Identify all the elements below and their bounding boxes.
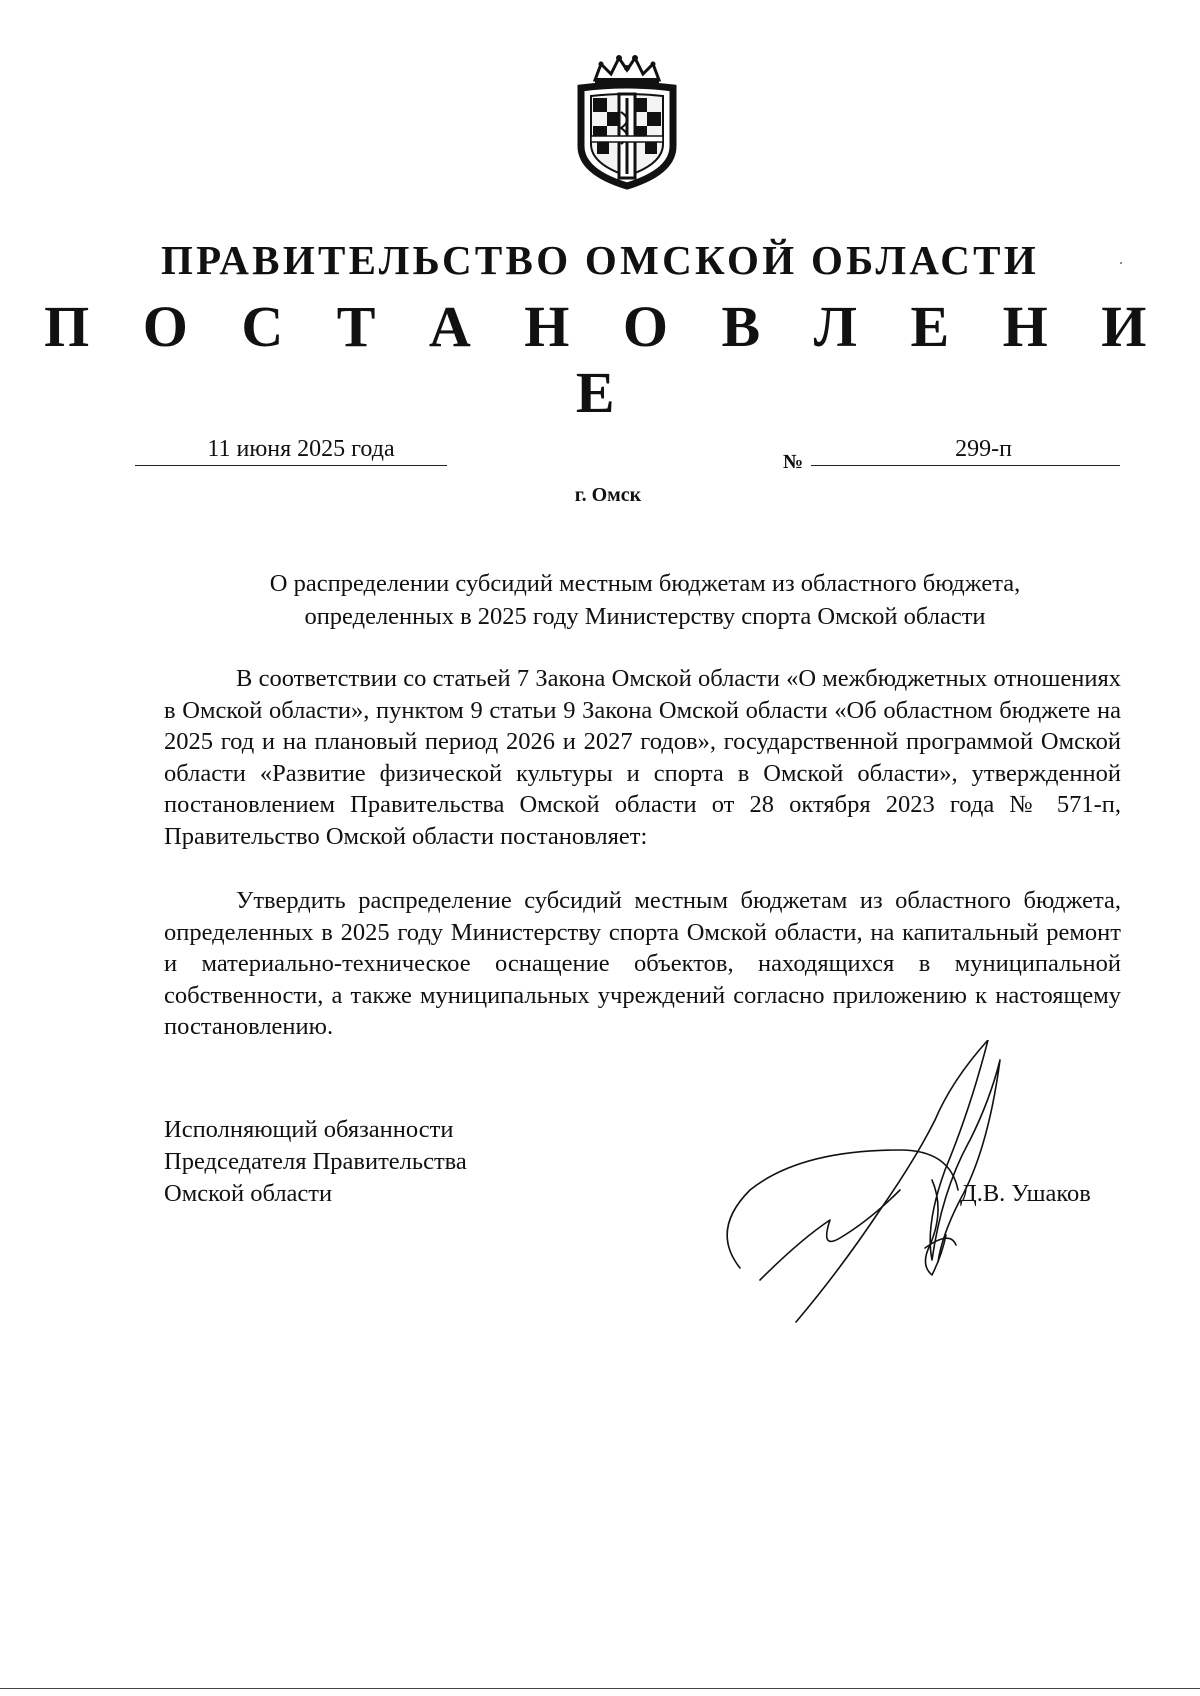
document-date: 11 июня 2025 года [135,433,447,466]
body-paragraph-1: В соответствии со статьей 7 Закона Омской области «О межбюджетных отношениях в Омской области», пунктом 9 статьи 9 Закона Омской области «Об областном бюджете на 2025 год и на плановый период 2026 и 2027 годов», государственной программой Омской области «Развитие физической культуры и спорта в Омской области», утвержденной постановлением Правительства Омской области от 28 октября 2023 года № 571-п, Правительство Омской области постановляет: [164,665,1121,850]
coat-of-arms-icon [571,50,683,190]
number-label: № [783,451,804,473]
government-title: ПРАВИТЕЛЬСТВО ОМСКОЙ ОБЛАСТИ [160,237,1040,283]
document-type-heading: П О С Т А Н О В Л Е Н И Е [44,294,1166,425]
signer-position [164,1114,467,1210]
scan-bottom-edge [0,1688,1200,1689]
subject-line-2: определенных в 2025 году Министерству спорта Омской области [304,603,986,630]
signer-position-line-3: Омской области [164,1180,333,1207]
document-number: 299-п [811,433,1120,466]
body-paragraph-2: Утвердить распределение субсидий местным бюджетам из областного бюджета, определенных в 2025 году Министерству спорта Омской области, на капитальный ремонт и материально-техническое оснащение объектов, находящихся в муниципальной собственности, а также муниципальных учреждений согласно приложению к настоящему постановлению. [164,887,1121,1041]
signer-name: Д.В. Ушаков [960,1180,1091,1207]
document-city: г. Омск [574,484,642,506]
document-subject [150,567,1140,633]
signer-position-line-1: Исполняющий обязанности [164,1116,454,1143]
signer-position-line-2: Председателя Правительства [164,1148,467,1175]
subject-line-1: О распределении субсидий местным бюджетам из областного бюджета, [269,570,1021,597]
